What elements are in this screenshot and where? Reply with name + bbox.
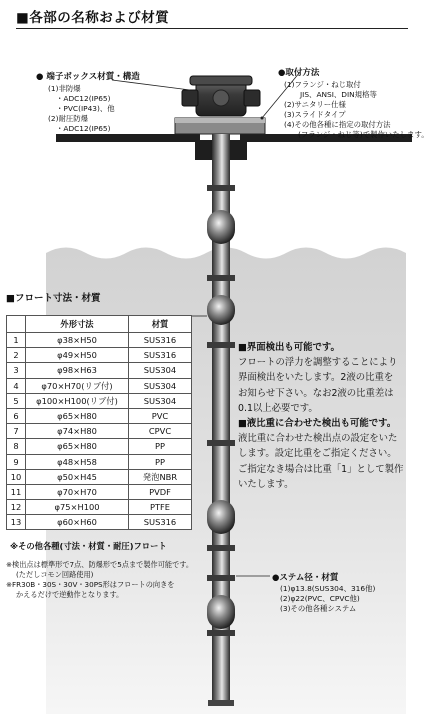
table-row: 11 φ70×H70 PVDF [7, 484, 192, 499]
float-table [6, 315, 192, 530]
terminal-box-line-1: (1)非防爆 [48, 84, 81, 93]
table-row: 9 φ48×H58 PP [7, 454, 192, 469]
mounting-line-6: (フランジ・ねじ等)で製作いたします。 [298, 130, 429, 139]
table-row: 12 φ75×H100 PTFE [7, 500, 192, 515]
terminal-box-line-3: ・PVC(IP43)、他 [56, 104, 115, 113]
table-row: 4 φ70×H70(リブ付) SUS304 [7, 378, 192, 393]
terminal-box-line-2: ・ADC12(IP65) [56, 94, 111, 103]
mounting-line-4: (3)スライドタイプ [284, 110, 346, 119]
table-row: 7 φ74×H80 CPVC [7, 424, 192, 439]
gravity-line-3: ご指定なき場合は比重「1」として製作 [238, 463, 404, 475]
col-header-no [7, 316, 26, 333]
mounting-line-5: (4)その他各種に指定の取付方法 [284, 120, 391, 129]
col-header-material: 材質 [129, 316, 192, 333]
table-row: 1 φ38×H50 SUS316 [7, 333, 192, 348]
mounting-heading: ●取付方法 [278, 68, 320, 78]
stem-line-1: (1)φ13.8(SUS304、316他) [280, 584, 376, 593]
terminal-box-line-5: ・ADC12(IP65) [56, 124, 111, 133]
stem-heading: ●ステム径・材質 [272, 573, 339, 583]
table-row: 6 φ65×H80 PVC [7, 408, 192, 423]
table-row: 5 φ100×H100(リブ付) SUS304 [7, 393, 192, 408]
gravity-heading: ■液比重に合わせた検出も可能です。 [238, 418, 397, 430]
table-row: 10 φ50×H45 発泡NBR [7, 469, 192, 484]
terminal-box-heading: ● 端子ボックス材質・構造 [36, 72, 140, 82]
mounting-line-3: (2)サニタリー仕様 [284, 100, 346, 109]
col-header-dimensions: 外形寸法 [26, 316, 129, 333]
float-table-footer: ※その他各種(寸法・材質・耐圧)フロート [10, 541, 167, 551]
table-row: 8 φ65×H80 PP [7, 439, 192, 454]
gravity-line-1: 液比重に合わせた検出点の設定をいた [238, 433, 398, 445]
gravity-line-4: いたします。 [238, 478, 294, 490]
float-table-heading: ■フロート寸法・材質 [6, 293, 101, 304]
gravity-line-2: します。設定比重をご指定ください。 [238, 448, 397, 460]
page-title: ■各部の名称および材質 [16, 10, 170, 26]
table-row: 3 φ98×H63 SUS304 [7, 363, 192, 378]
interface-line-4: 0.1以上必要です。 [238, 402, 318, 414]
note-line-1: ※検出点は標準形で7点、防爆形で5点まで製作可能です。 [6, 560, 194, 569]
terminal-box-line-4: (2)耐圧防爆 [48, 114, 89, 123]
table-row: 13 φ60×H60 SUS316 [7, 515, 192, 530]
note-line-4: かえるだけで逆動作となります。 [16, 590, 124, 599]
interface-line-2: 界面検出をいたします。2液の比重を [238, 372, 394, 384]
table-row: 2 φ49×H50 SUS316 [7, 348, 192, 363]
mounting-line-1: (1)フランジ・ねじ取付 [284, 80, 361, 89]
interface-heading: ■界面検出も可能です。 [238, 342, 340, 353]
stem-line-3: (3)その他各種システム [280, 604, 357, 613]
interface-line-1: フロートの浮力を調整することにより [238, 357, 398, 369]
mounting-line-2: JIS、ANSI、DIN規格等 [300, 90, 377, 99]
note-line-3: ※FR30B・30S・30V・30PS形はフロートの向きを [6, 580, 175, 589]
note-line-2: (ただしコモン回路使用) [16, 570, 94, 579]
stem-line-2: (2)φ22(PVC、CPVC他) [280, 594, 360, 603]
table-header-row [7, 316, 192, 333]
description-block [238, 340, 403, 492]
interface-line-3: お知らせ下さい。なお2液の比重差は [238, 387, 394, 399]
